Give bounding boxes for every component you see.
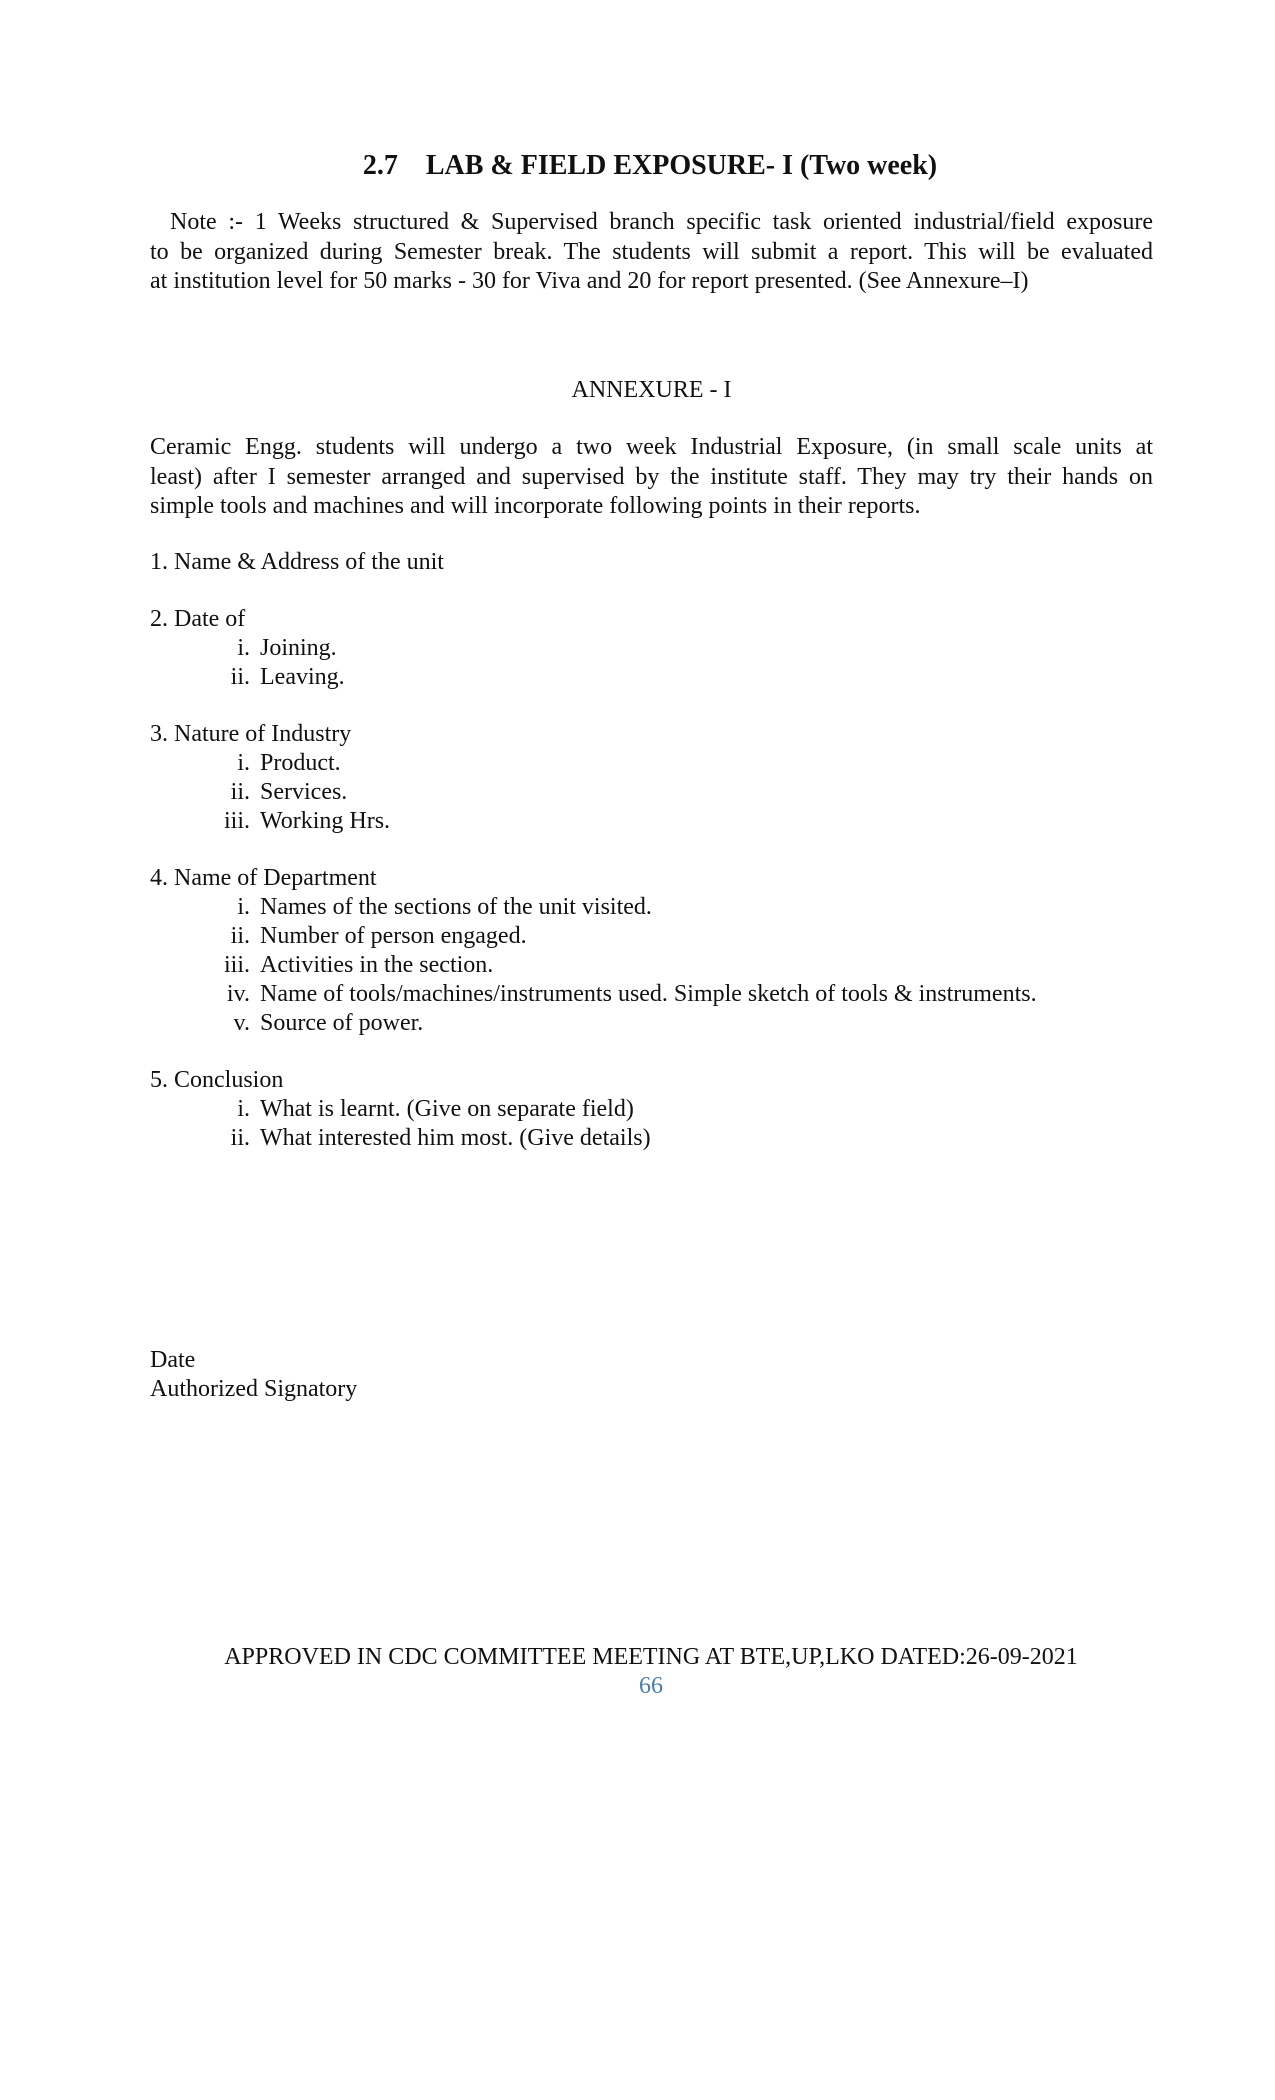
sub-item-text: Name of tools/machines/instruments used. Simple sketch of tools & instruments. [260,981,1037,1007]
sub-item-marker: ii. [230,1125,250,1151]
sub-item [150,980,1153,1009]
sub-item-text: Services. [260,779,348,805]
list-item [150,605,1153,692]
intro-line: Ceramic Engg. students will undergo a two week Industrial Exposure, (in small scale units at [150,434,1153,460]
sub-item-marker: iii. [223,952,250,978]
sub-item-text: Source of power. [260,1010,424,1036]
list-item-title: 5. Conclusion [150,1067,284,1093]
sub-item [150,778,1153,807]
intro-line: least) after I semester arranged and supervised by the institute staff. They may try their hands on [150,463,1153,490]
sub-item-marker: v. [233,1010,250,1036]
sub-item-marker: i. [237,635,250,661]
page-number: 66 [639,1673,663,1699]
sub-item [150,1009,1153,1038]
sub-item-text: Names of the sections of the unit visited. [260,894,652,920]
date-label: Date [150,1347,196,1373]
list-item-title: 2. Date of [150,606,246,632]
section-number: 2.7 [362,150,398,181]
sub-item-text: What is learnt. (Give on separate field) [260,1096,634,1122]
note-line: Note :- 1 Weeks structured & Supervised branch specific task oriented industrial/field exposure [170,209,1153,235]
sub-item-text: Joining. [260,635,337,661]
note-line: to be organized during Semester break. The students will submit a report. This will be evaluated [150,238,1153,265]
list-item [150,720,1153,836]
sub-item [150,893,1153,922]
section-title: LAB & FIELD EXPOSURE- I (Two week) [425,150,938,181]
sub-item [150,1095,1153,1124]
list-item [150,548,1153,577]
sub-item [150,922,1153,951]
sub-item [150,807,1153,836]
sub-item [150,663,1153,692]
report-points-list [150,548,1153,1181]
sub-item [150,634,1153,663]
approval-footer: APPROVED IN CDC COMMITTEE MEETING AT BTE,UP,LKO DATED:26-09-2021 [224,1644,1078,1670]
section-heading [150,150,1150,182]
sub-item-text: Working Hrs. [260,808,391,834]
signature-block [150,1346,357,1404]
sub-item [150,1124,1153,1153]
intro-paragraph [150,433,1153,522]
note-line: at institution level for 50 marks - 30 for Viva and 20 for report presented. (See Annexure–I) [150,268,1029,294]
sub-item-text: Number of person engaged. [260,923,527,949]
sub-item-text: Product. [260,750,341,776]
sub-item-marker: ii. [230,664,250,690]
authorized-signatory-label: Authorized Signatory [150,1376,358,1402]
sub-item-marker: i. [237,894,250,920]
sub-item-text: What interested him most. (Give details) [260,1125,651,1151]
sub-item [150,951,1153,980]
sub-item-marker: i. [237,750,250,776]
list-item-title: 3. Nature of Industry [150,721,352,747]
note-paragraph [150,208,1153,297]
sub-item [150,749,1153,778]
list-item-title: 4. Name of Department [150,865,377,891]
list-item-title: 1. Name & Address of the unit [150,549,444,575]
sub-item-marker: ii. [230,779,250,805]
sub-item-text: Activities in the section. [260,952,494,978]
sub-item-marker: iii. [223,808,250,834]
sub-item-marker: ii. [230,923,250,949]
sub-item-marker: iv. [226,981,250,1007]
list-item [150,864,1153,1038]
intro-line: simple tools and machines and will incorporate following points in their reports. [150,493,921,519]
sub-item-text: Leaving. [260,664,345,690]
sub-item-marker: i. [237,1096,250,1122]
list-item [150,1066,1153,1153]
annexure-title: ANNEXURE - I [571,377,732,403]
